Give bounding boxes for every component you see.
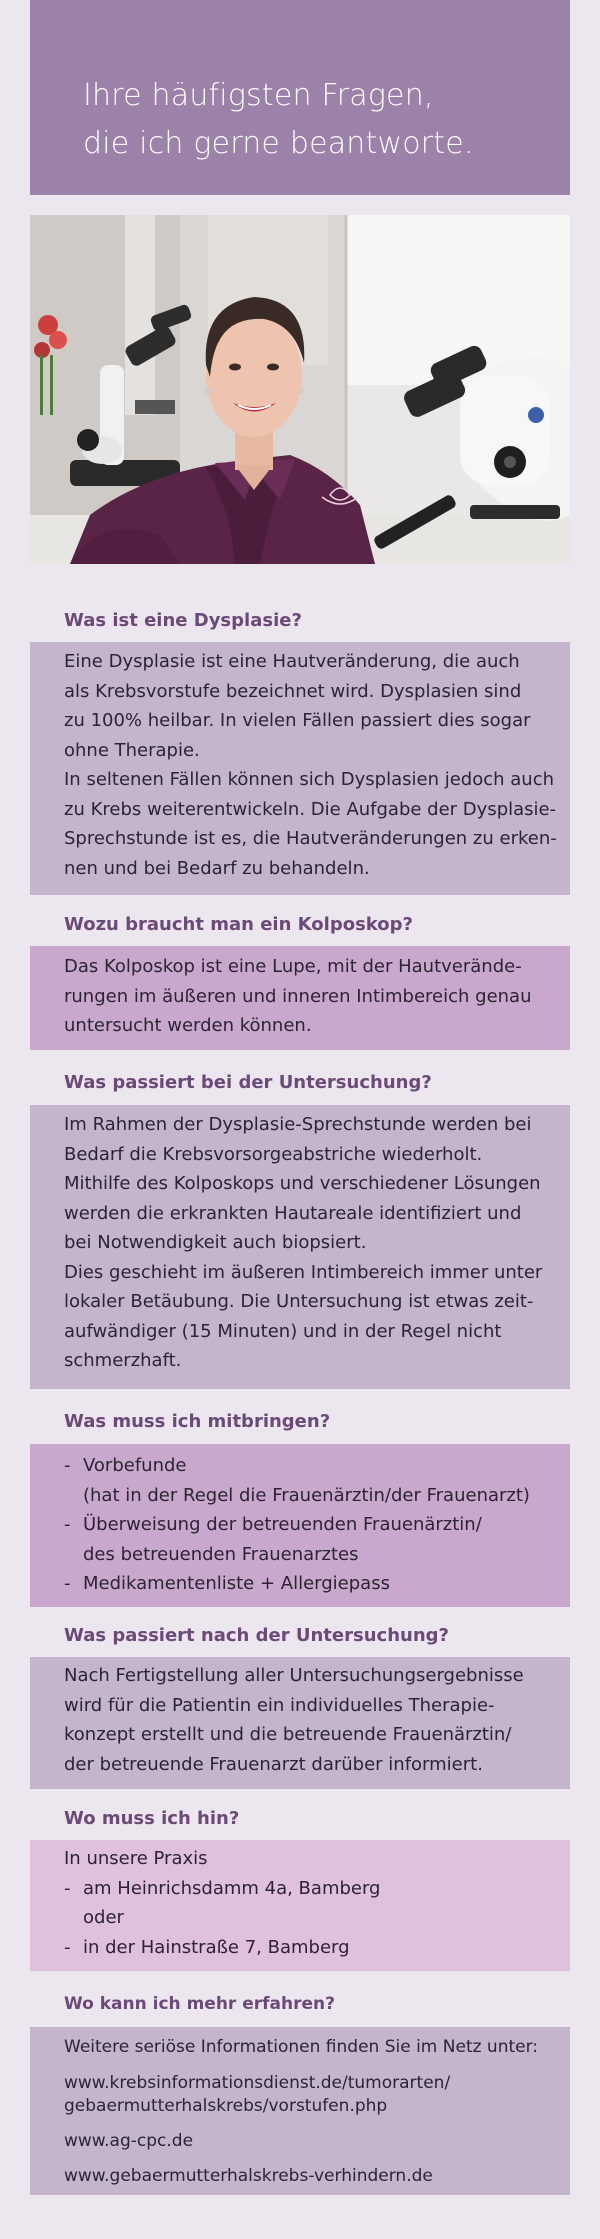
doctor-photo — [30, 215, 570, 564]
list-item-text: Vorbefunde — [83, 1455, 187, 1476]
answer-box-nachher — [30, 1657, 570, 1789]
answer-line: Das Kolposkop ist eine Lupe, mit der Hautverände- — [64, 956, 522, 977]
answer-line: Eine Dysplasie ist eine Hautveränderung, die auch — [64, 651, 520, 672]
question-title-untersuchung: Was passiert bei der Untersuchung? — [64, 1072, 432, 1093]
answer-line: Dies geschieht im äußeren Intimbereich immer unter — [64, 1261, 543, 1283]
header-title-line-2: die ich gerne beantworte. — [83, 126, 474, 161]
link-line[interactable]: gebaermutterhalskrebs/vorstufen.php — [64, 2096, 388, 2116]
answer-line: als Krebsvorstufe bezeichnet wird. Dysplasien sind — [64, 680, 522, 702]
link-krebsinformationsdienst[interactable] — [64, 2072, 552, 2118]
header-banner — [30, 0, 570, 195]
question-title-hin: Wo muss ich hin? — [64, 1808, 240, 1829]
list-item — [64, 1451, 552, 1481]
answer-line: bei Notwendigkeit auch biopsiert. — [64, 1232, 367, 1253]
address-or: oder — [83, 1907, 124, 1928]
practice-intro: In unsere Praxis — [64, 1848, 208, 1869]
answer-line: Bedarf die Krebsvorsorgeabstriche wiederholt. — [64, 1143, 483, 1165]
answer-line: Sprechstunde ist es, die Hautveränderungen zu erken- — [64, 828, 557, 849]
list-item — [64, 1510, 552, 1540]
answer-line: Mithilfe des Kolposkops und verschiedener Lösungen — [64, 1173, 541, 1194]
answer-line: konzept erstellt und die betreuende Frauenärztin/ — [64, 1724, 512, 1745]
question-title-mehr: Wo kann ich mehr erfahren? — [64, 1994, 335, 2014]
answer-line: zu Krebs weiterentwickeln. Die Aufgabe der Dysplasie- — [64, 798, 557, 820]
answer-line: nen und bei Bedarf zu behandeln. — [64, 857, 370, 879]
answer-line: rungen im äußeren und inneren Intimbereich genau — [64, 985, 532, 1007]
list-item — [64, 1569, 552, 1599]
list-item-text: Überweisung der betreuenden Frauenärztin/ — [83, 1514, 482, 1535]
answer-box-kolposkop — [30, 946, 570, 1050]
bullet-dash: - — [64, 1936, 71, 1958]
answer-box-mehr — [30, 2027, 570, 2195]
link-ag-cpc[interactable]: www.ag-cpc.de — [64, 2131, 194, 2151]
question-title-mitbringen: Was muss ich mitbringen? — [64, 1411, 331, 1432]
bullet-dash: - — [64, 1455, 71, 1476]
answer-line: der betreuende Frauenarzt darüber informiert. — [64, 1753, 483, 1775]
answer-line: untersucht werden können. — [64, 1015, 312, 1036]
answer-line: schmerzhaft. — [64, 1350, 182, 1371]
answer-line: lokaler Betäubung. Die Untersuchung ist etwas zeit- — [64, 1291, 534, 1312]
question-title-nachher: Was passiert nach der Untersuchung? — [64, 1625, 449, 1646]
list-item-text: Medikamentenliste + Allergiepass — [83, 1573, 390, 1594]
answer-box-untersuchung — [30, 1105, 570, 1389]
answer-box-dysplasie — [30, 642, 570, 895]
header-title-line-1: Ihre häufigsten Fragen, — [83, 78, 434, 113]
answer-line: werden die erkrankten Hautareale identifiziert und — [64, 1202, 522, 1224]
answer-line: In seltenen Fällen können sich Dysplasien jedoch auch — [64, 769, 555, 790]
bullet-dash: - — [64, 1514, 71, 1535]
list-item-continuation: des betreuenden Frauenarztes — [83, 1543, 359, 1565]
answer-line: aufwändiger (15 Minuten) und in der Regel nicht — [64, 1320, 502, 1342]
link-gebaermutterhalskrebs-verhindern[interactable]: www.gebaermutterhalskrebs-verhindern.de — [64, 2166, 433, 2186]
bullet-dash: - — [64, 1877, 71, 1899]
bullet-dash: - — [64, 1573, 71, 1594]
address-hainstrasse: in der Hainstraße 7, Bamberg — [83, 1936, 350, 1958]
list-item-continuation: (hat in der Regel die Frauenärztin/der Frauenarzt) — [83, 1484, 530, 1506]
answer-box-hin — [30, 1840, 570, 1971]
address-item — [64, 1874, 552, 1904]
question-title-dysplasie: Was ist eine Dysplasie? — [64, 610, 302, 631]
link-line[interactable]: www.krebsinformationsdienst.de/tumorarten/ — [64, 2073, 451, 2093]
answer-line: wird für die Patientin ein individuelles Therapie- — [64, 1694, 495, 1716]
address-item — [64, 1933, 552, 1963]
address-heinrichsdamm: am Heinrichsdamm 4a, Bamberg — [83, 1877, 381, 1899]
info-intro: Weitere seriöse Informationen finden Sie im Netz unter: — [64, 2037, 539, 2057]
answer-line: Nach Fertigstellung aller Untersuchungsergebnisse — [64, 1665, 524, 1686]
answer-line: zu 100% heilbar. In vielen Fällen passiert dies sogar — [64, 710, 531, 731]
answer-line: ohne Therapie. — [64, 739, 200, 761]
answer-box-mitbringen — [30, 1444, 570, 1607]
answer-line: Im Rahmen der Dysplasie-Sprechstunde werden bei — [64, 1114, 532, 1135]
question-title-kolposkop: Wozu braucht man ein Kolposkop? — [64, 914, 413, 935]
